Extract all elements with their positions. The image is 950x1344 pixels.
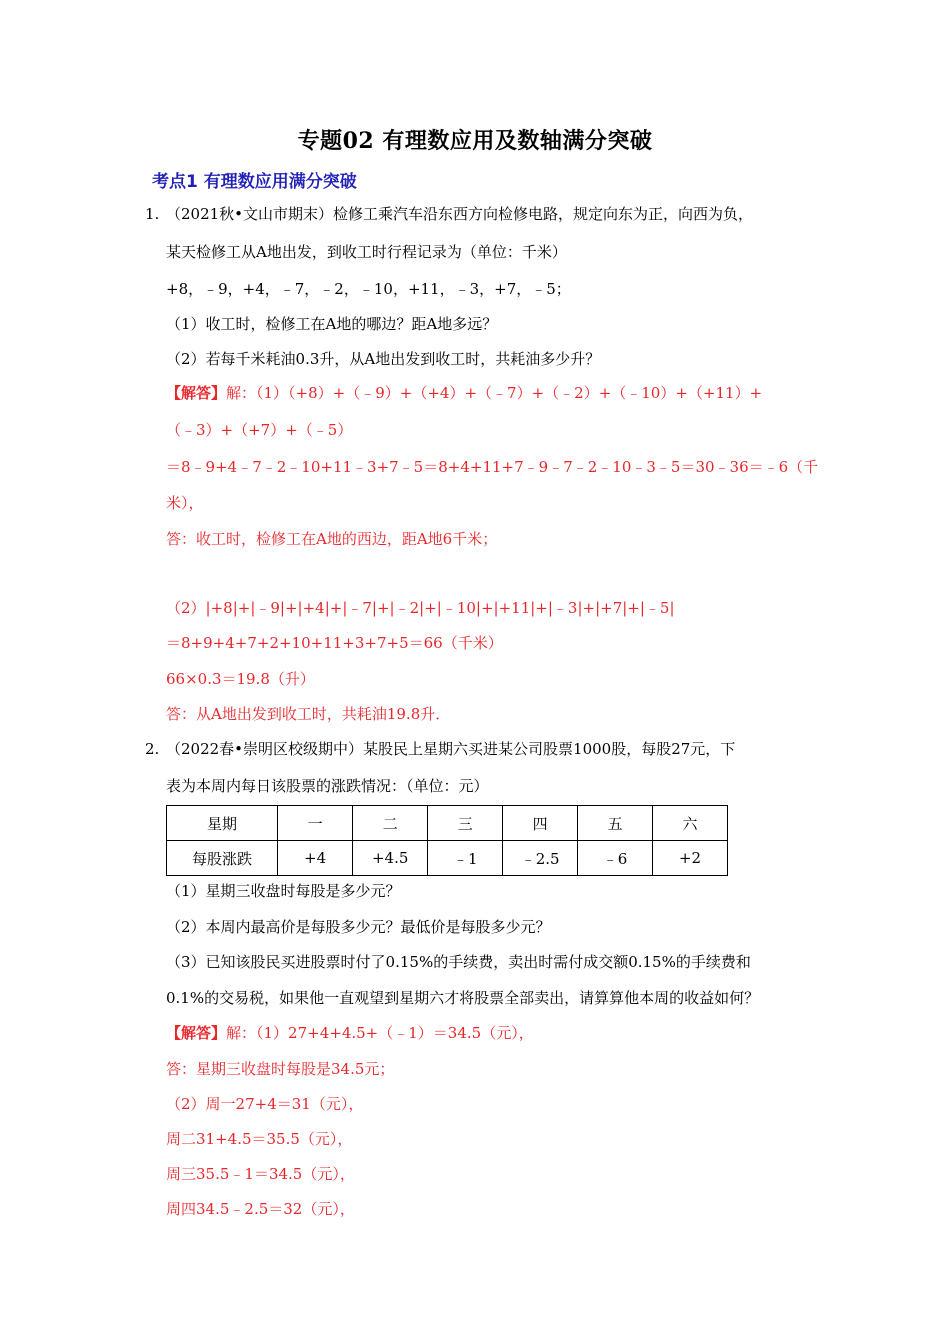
answer-line: 答：星期三收盘时每股是34.5元；	[166, 1060, 395, 1078]
question-text-line: 表为本周内每日该股票的涨跌情况：（单位：元）	[166, 777, 489, 795]
stock-change-table	[166, 805, 728, 876]
question-text-line: 0.1%的交易税，如果他一直观望到星期六才将股票全部卖出，请算算他本周的收益如何？	[166, 989, 760, 1007]
table-cell: 四	[503, 806, 578, 841]
question-text-line: 某天检修工从A地出发，到收工时行程记录为（单位：千米）	[166, 243, 567, 261]
answer-line: 66×0.3＝19.8（升）	[166, 670, 315, 688]
answer-line: （2）|+8|+|﹣9|+|+4|+|﹣7|+|﹣2|+|﹣10|+|+11|+|﹣3|+|+7|+|﹣5|	[166, 599, 675, 617]
table-cell: +4.5	[353, 841, 428, 876]
answer-line: ＝8﹣9+4﹣7﹣2﹣10+11﹣3+7﹣5＝8+4+11+7﹣9﹣7﹣2﹣10﹣3﹣5＝30﹣36＝﹣6（千	[166, 458, 819, 476]
answer-line: ＝8+9+4+7+2+10+11+3+7+5＝66（千米）	[166, 634, 503, 652]
question-text-line: （2）本周内最高价是每股多少元？最低价是每股多少元？	[166, 918, 551, 936]
answer-line: （2）周一27+4＝31（元），	[166, 1095, 364, 1113]
table-cell: 六	[652, 806, 727, 841]
answer-line: 周四34.5﹣2.5＝32（元），	[166, 1200, 355, 1218]
table-cell: 星期	[167, 806, 278, 841]
question-text-line: （1）收工时，检修工在A地的哪边？距A地多远？	[166, 315, 498, 333]
answer-label: 【解答】	[166, 384, 227, 402]
question-text-line: （2）若每千米耗油0.3升，从A地出发到收工时，共耗油多少升？	[166, 350, 601, 368]
table-header-row	[167, 806, 728, 841]
answer-line: 周三35.5﹣1＝34.5（元），	[166, 1165, 355, 1183]
answer-line: 【解答】解：（1）（+8）+（﹣9）+（+4）+（﹣7）+（﹣2）+（﹣10）+（+11）+	[166, 384, 763, 402]
table-cell: 二	[353, 806, 428, 841]
answer-line: （﹣3）+（+7）+（﹣5）	[166, 421, 353, 439]
answer-line: 答：收工时，检修工在A地的西边，距A地6千米；	[166, 530, 498, 548]
table-cell: +2	[652, 841, 727, 876]
section-heading: 考点1 有理数应用满分突破	[152, 172, 357, 192]
table-cell: ﹣1	[428, 841, 503, 876]
table-cell: 三	[428, 806, 503, 841]
answer-line: 米），	[166, 494, 204, 512]
page-title: 专题02 有理数应用及数轴满分突破	[297, 128, 653, 154]
table-cell: ﹣2.5	[503, 841, 578, 876]
table-cell: 一	[278, 806, 353, 841]
answer-line: 答：从A地出发到收工时，共耗油19.8升．	[166, 705, 451, 723]
answer-label: 【解答】	[166, 1024, 227, 1042]
table-cell: ﹣6	[578, 841, 653, 876]
answer-line: 周二31+4.5＝35.5（元），	[166, 1130, 353, 1148]
question-text-line: （2022春•崇明区校级期中）某股民上星期六买进某公司股票1000股，每股27元，下	[166, 740, 736, 758]
answer-line: 【解答】解：（1）27+4+4.5+（﹣1）＝34.5（元），	[166, 1024, 534, 1042]
table-cell: 五	[578, 806, 653, 841]
question-text-line: （2021秋•文山市期末）检修工乘汽车沿东西方向检修电路，规定向东为正，向西为负，	[166, 205, 754, 223]
table-cell: 每股涨跌	[167, 841, 278, 876]
question-text-line: +8，﹣9，+4，﹣7，﹣2，﹣10，+11，﹣3，+7，﹣5；	[166, 280, 571, 298]
question-number: 2.	[145, 740, 160, 758]
question-text-line: （3）已知该股民买进股票时付了0.15%的手续费，卖出时需付成交额0.15%的手续费和	[166, 953, 751, 971]
table-row	[167, 841, 728, 876]
question-text-line: （1）星期三收盘时每股是多少元？	[166, 882, 401, 900]
question-number: 1.	[145, 205, 160, 223]
table-cell: +4	[278, 841, 353, 876]
